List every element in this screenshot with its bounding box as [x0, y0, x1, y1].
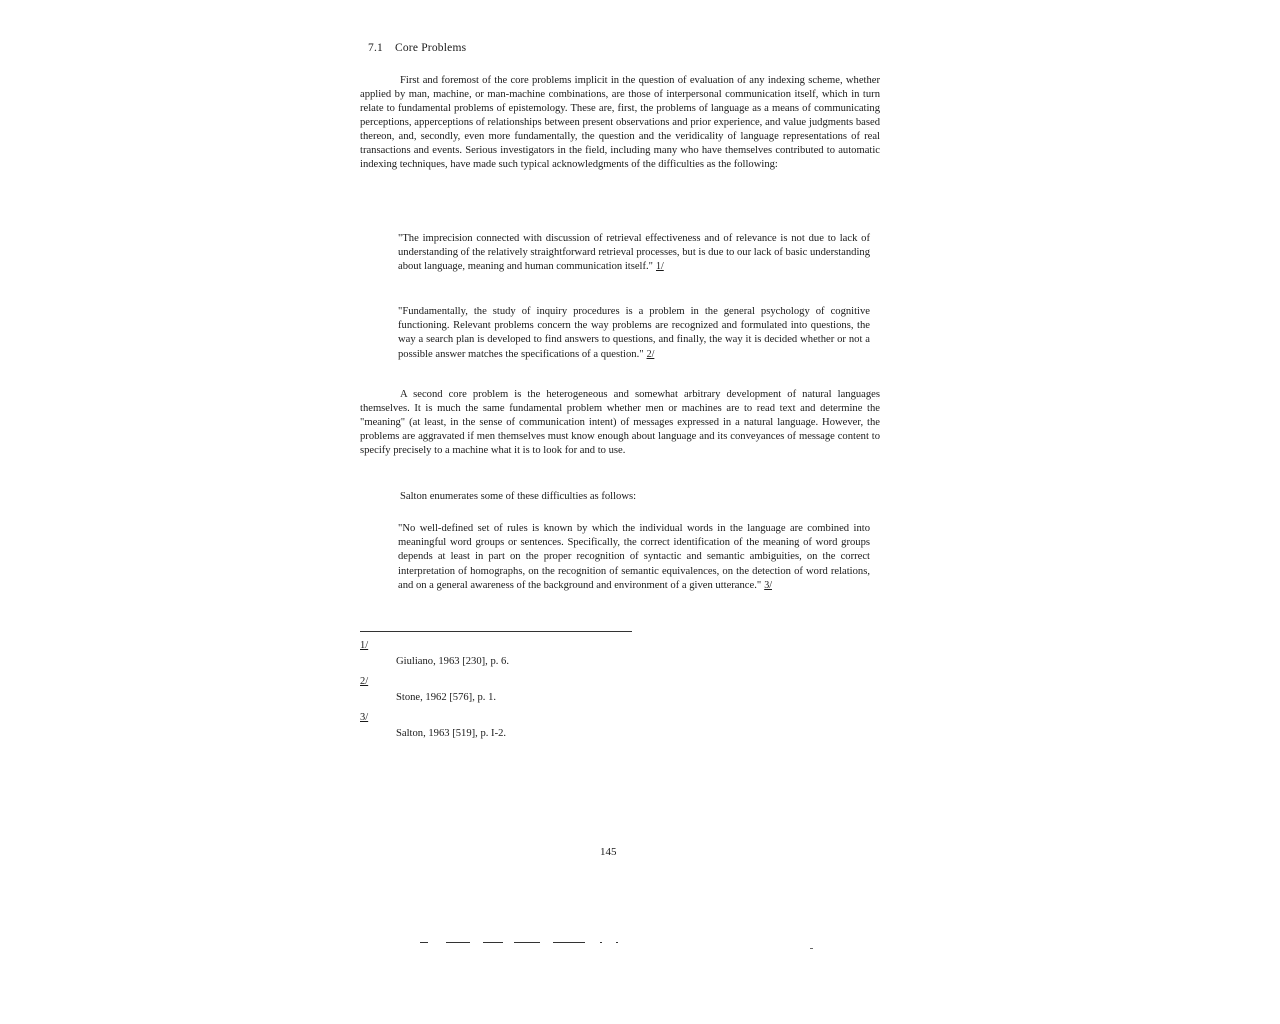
section-title: Core Problems — [394, 42, 467, 54]
scan-artifact-marks — [420, 942, 820, 948]
quote-text: "Fundamentally, the study of inquiry procedures is a problem in the general psychology of cognitive functioning. Relevant problems concern the way problems are recognized and formulated into questions, the way a search plan is developed to find answers to questions, and finally, the way it is decided whether or not a possible answer matches the specifications of a question." — [398, 306, 870, 360]
footnote-citation: Salton, 1963 [519], p. I-2. — [396, 728, 507, 739]
footnote-3 — [360, 712, 760, 739]
paragraph-salton-intro: Salton enumerates some of these difficulties as follows: — [400, 491, 637, 502]
section-number: 7.1 — [368, 42, 383, 54]
footnote-citation: Giuliano, 1963 [230], p. 6. — [396, 656, 509, 667]
block-quote-stone — [398, 305, 870, 362]
footnote-divider — [360, 631, 632, 632]
quote-text: "No well-defined set of rules is known by which the individual words in the language are combined into meaningful word groups or sentences. Specifically, the correct identification of the meaning of word groups depends at least in part on the proper recognition of syntactic and semantic ambiguities, on the correct interpretation of homographs, on the recognition of semantic equivalences, on the detection of word relations, and on a general awareness of the background and environment of a given utterance." — [398, 523, 870, 591]
paragraph-core-problems-intro: First and foremost of the core problems implicit in the question of evaluation of any indexing scheme, whether applied by man, machine, or man-machine combinations, are those of interpersonal communication itself, which in turn relate to fundamental problems of epistemology. These are, first, the problems of language as a means of communicating perceptions, apperceptions of relationships between present observations and prior experience, and value judgments based thereon, and, secondly, even more fundamentally, the question and the veridicality of language representations of real transactions and events. Serious investigators in the field, including many who have themselves contributed to automatic indexing techniques, have made such typical acknowledgments of the difficulties as the following: — [360, 75, 880, 170]
page-number: 145 — [600, 846, 617, 858]
footnote-citation: Stone, 1962 [576], p. 1. — [396, 692, 497, 703]
footnote-mark: 1/ — [360, 640, 369, 651]
quote-text: "The imprecision connected with discussion of retrieval effectiveness and of relevance is not due to lack of understanding of the relatively straightforward retrieval processes, but is due to our lack of basic understanding about language, meaning and human communication itself." — [398, 233, 870, 273]
footnote-mark: 3/ — [360, 712, 369, 723]
block-quote-salton — [398, 522, 870, 593]
document-page — [360, 36, 885, 976]
footnote-2 — [360, 676, 760, 703]
footnote-mark: 2/ — [360, 676, 369, 687]
block-quote-giuliano — [398, 232, 870, 275]
paragraph-second-core-problem: A second core problem is the heterogeneous and somewhat arbitrary development of natural languages themselves. It is much the same fundamental problem whether men or machines are to read text and determine the "meaning" (at least, in the sense of communication intent) of messages expressed in a natural language. However, the problems are aggravated if men themselves must know enough about language and its conveyances of message content to specify precisely to a machine what it is to look for and to use. — [360, 389, 880, 456]
footnote-reference: 1/ — [655, 261, 664, 273]
footnote-1 — [360, 640, 760, 667]
footnote-reference: 3/ — [764, 579, 772, 591]
footnote-reference: 2/ — [646, 348, 655, 360]
scan-artifact-dot — [810, 948, 813, 949]
section-heading — [368, 42, 466, 54]
